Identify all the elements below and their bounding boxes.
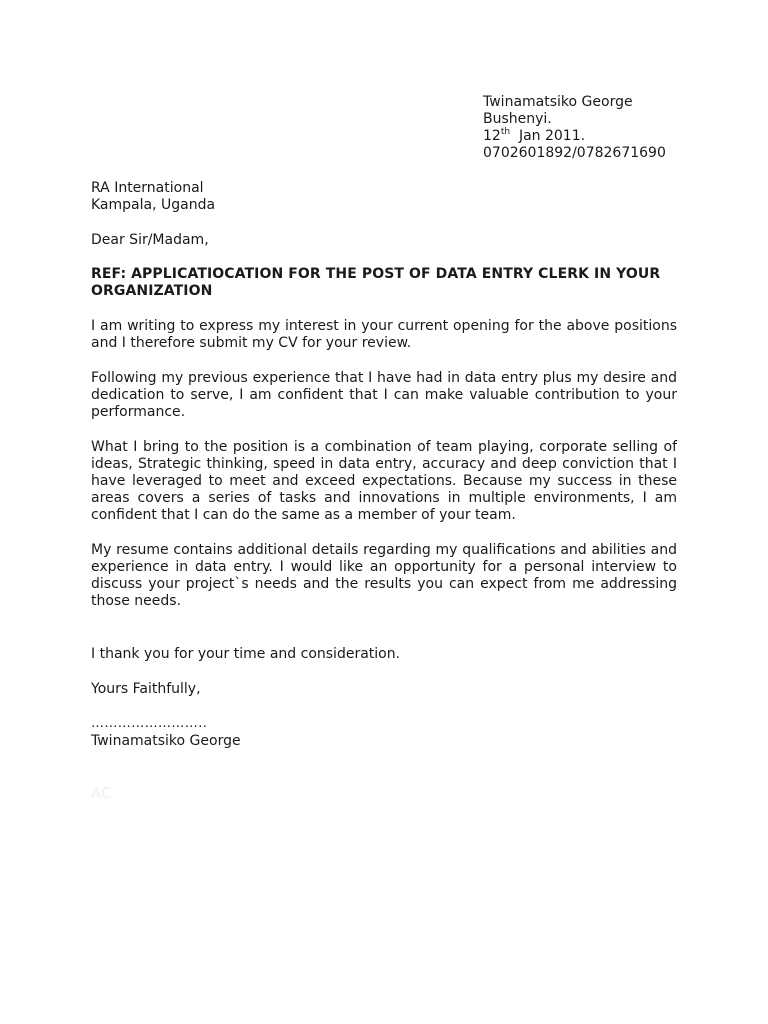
sender-address-block	[483, 94, 753, 162]
letter-date	[483, 128, 753, 145]
sender-phone: 0702601892/0782671690	[483, 145, 666, 161]
body-paragraph-4: My resume contains additional details regarding my qualifications and abilities and experience in data entry. I would like an opportunity for a personal interview to discuss your project`s needs and the results you can expect from me addressing those needs.	[91, 542, 677, 609]
salutation: Dear Sir/Madam,	[91, 232, 209, 248]
body-paragraph-1: I am writing to express my interest in your current opening for the above positions and I therefore submit my CV for your review.	[91, 318, 677, 351]
body-paragraph-2: Following my previous experience that I have had in data entry plus my desire and dedication to serve, I am confident that I can make valuable contribution to your performance.	[91, 370, 677, 420]
recipient-address-block	[91, 180, 691, 214]
sender-town: Bushenyi.	[483, 111, 552, 127]
date-day: 12	[483, 128, 501, 144]
faint-watermark: AC	[91, 784, 112, 802]
signature-name: Twinamatsiko George	[91, 733, 241, 749]
recipient-line-1: RA International	[91, 180, 204, 196]
thanks-line: I thank you for your time and consideration.	[91, 646, 401, 662]
recipient-line-2: Kampala, Uganda	[91, 197, 216, 213]
reference-line: REF: APPLICATIOCATION FOR THE POST OF DATA ENTRY CLERK IN YOUR ORGANIZATION	[91, 266, 661, 299]
date-suffix: th	[500, 127, 511, 137]
complimentary-close: Yours Faithfully,	[91, 681, 201, 697]
body-paragraph-3: What I bring to the position is a combination of team playing, corporate selling of ideas, Strategic thinking, speed in data entry, accuracy and deep conviction that I have leveraged to meet and exceed expectations. Because my success in these areas covers a series of tasks and innovations in multiple environments, I am confident that I can do the same as a member of your team.	[91, 439, 677, 523]
sender-name: Twinamatsiko George	[483, 94, 633, 110]
signature-line: ……………………..	[91, 716, 208, 731]
date-rest: Jan 2011.	[510, 128, 586, 144]
